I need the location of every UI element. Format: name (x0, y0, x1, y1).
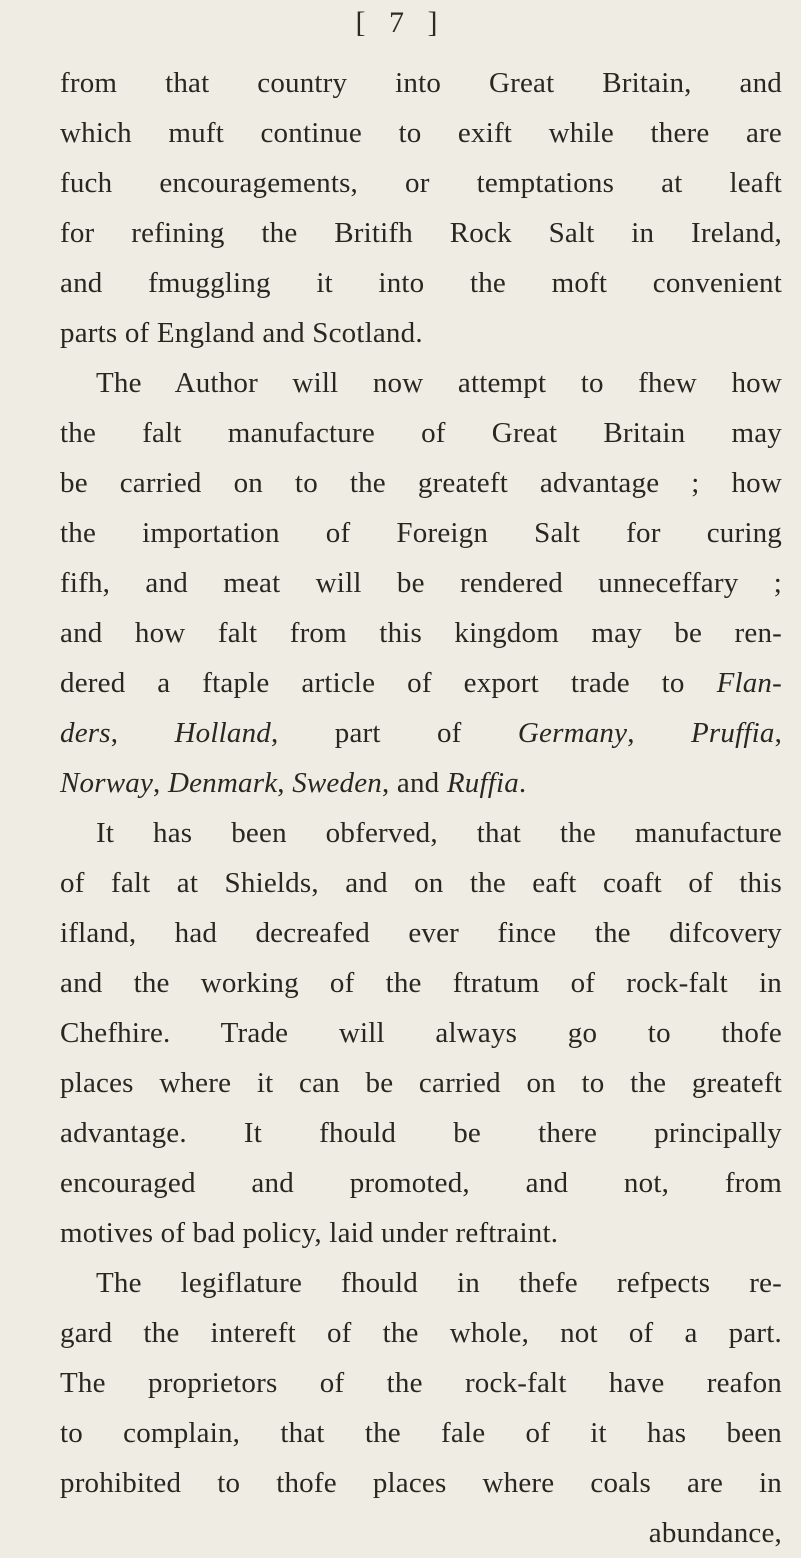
text-line: ifland, had decreafed ever fince the difcovery (60, 917, 782, 949)
paragraph-start-line: The legiflature fhould in thefe refpects re- (96, 1267, 782, 1299)
text-line: places where it can be carried on to the greateft (60, 1067, 782, 1099)
text-line: prohibited to thofe places where coals are in (60, 1467, 782, 1499)
body-text (60, 58, 782, 1558)
country-name: ders (60, 717, 111, 749)
text-line: Chefhire. Trade will always go to thofe (60, 1017, 782, 1049)
text-line: gard the intereft of the whole, not of a part. (60, 1317, 782, 1349)
text-line: abundance, (648, 1517, 782, 1549)
text-line: for refining the Britifh Rock Salt in Ireland, (60, 217, 782, 249)
text-line: the falt manufacture of Great Britain may (60, 417, 782, 449)
country-name: Flan- (716, 667, 782, 699)
text-line-countries: Norway, Denmark, Sweden, and Ruffia. (60, 767, 527, 799)
text-line: fifh, and meat will be rendered unneceffary ; (60, 567, 782, 599)
paragraph-start-line: It has been obferved, that the manufacture (96, 817, 782, 849)
text-line: of falt at Shields, and on the eaft coaft of this (60, 867, 782, 899)
paragraph-start-line: The Author will now attempt to fhew how (96, 367, 782, 399)
country-name: Norway (60, 767, 154, 799)
country-name: Sweden (292, 767, 382, 799)
text-line: motives of bad policy, laid under reftraint. (60, 1217, 559, 1249)
text-line: parts of England and Scotland. (60, 317, 423, 349)
text-line: The proprietors of the rock-falt have reafon (60, 1367, 782, 1399)
page-number: [ 7 ] (355, 6, 446, 39)
country-name: Pruffia (690, 717, 775, 749)
text-line: and the working of the ftratum of rock-falt in (60, 967, 782, 999)
text-line: the importation of Foreign Salt for curing (60, 517, 782, 549)
text-line: be carried on to the greateft advantage ; how (60, 467, 782, 499)
text-line: and fmuggling it into the moft convenient (60, 267, 782, 299)
text-line-countries: ders, Holland, part of Germany, Pruffia, (60, 717, 783, 749)
text-line: encouraged and promoted, and not, from (60, 1167, 782, 1199)
text-segment: part of (334, 717, 462, 749)
text-line: fuch encouragements, or temptations at leaft (60, 167, 782, 199)
text-segment: dered a ftaple article of export trade to (60, 667, 685, 699)
text-segment: and (396, 767, 440, 799)
text-line: advantage. It fhould be there principally (60, 1117, 782, 1149)
country-name: Denmark (167, 767, 278, 799)
text-line: and how falt from this kingdom may be ren- (60, 617, 782, 649)
text-line-with-country (60, 658, 782, 708)
text-line: from that country into Great Britain, and (60, 67, 782, 99)
text-line: which muft continue to exift while there are (60, 117, 782, 149)
country-name: Holland (174, 717, 271, 749)
country-name: Germany (517, 717, 628, 749)
country-name: Ruffia (446, 767, 519, 799)
text-line: to complain, that the fale of it has been (60, 1417, 782, 1449)
